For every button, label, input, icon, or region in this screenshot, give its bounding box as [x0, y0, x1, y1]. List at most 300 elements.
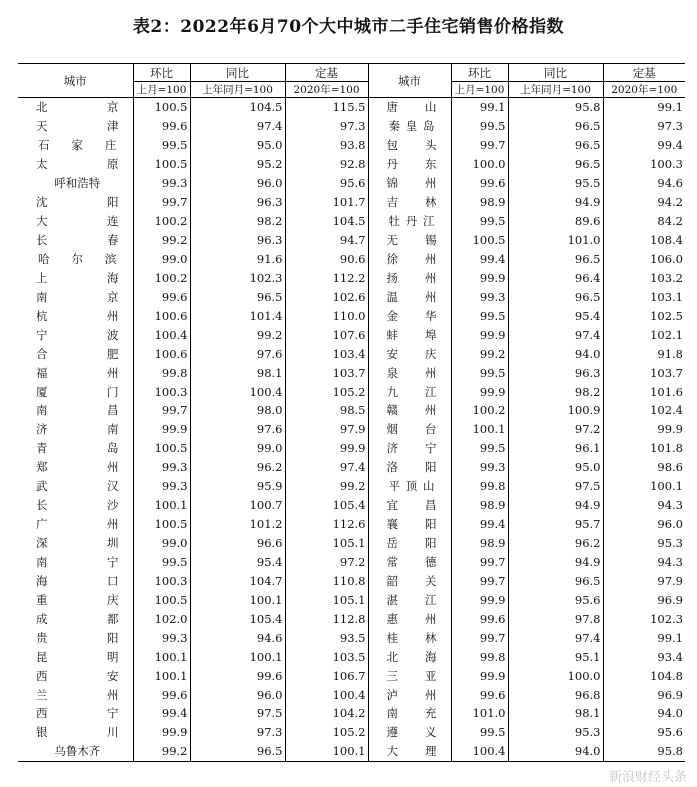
yoy-value: 97.4: [508, 325, 603, 344]
fixed-value: 96.0: [603, 515, 685, 534]
fixed-column-header: 定基: [603, 64, 685, 82]
table-row: [18, 98, 685, 117]
mom-value: 99.8: [133, 363, 190, 382]
city-cell: [368, 117, 451, 136]
city-name: 济 宁: [386, 441, 437, 456]
mom-value: 99.7: [451, 628, 508, 647]
fixed-value: 92.8: [285, 155, 368, 174]
yoy-value: 97.4: [190, 117, 285, 136]
city-name: 南 宁: [36, 554, 119, 569]
city-name: 南 昌: [36, 403, 119, 418]
city-name: 遵 义: [386, 725, 437, 740]
mom-value: 99.6: [133, 287, 190, 306]
fixed-value: 102.1: [603, 325, 685, 344]
yoy-value: 98.2: [508, 382, 603, 401]
table-row: [18, 401, 685, 420]
yoy-value: 94.9: [508, 553, 603, 572]
table-row: [18, 609, 685, 628]
table-row: [18, 117, 685, 136]
yoy-value: 98.1: [190, 363, 285, 382]
fixed-value: 105.2: [285, 723, 368, 742]
city-name: 大 理: [386, 744, 437, 759]
city-name: 徐 州: [386, 251, 437, 266]
mom-value: 99.6: [451, 685, 508, 704]
city-name: 襄 阳: [386, 517, 437, 532]
mom-value: 99.9: [451, 325, 508, 344]
yoy-value: 100.4: [190, 382, 285, 401]
yoy-value: 96.3: [190, 193, 285, 212]
yoy-value: 96.2: [508, 534, 603, 553]
fixed-value: 102.6: [285, 287, 368, 306]
yoy-value: 95.8: [508, 98, 603, 117]
fixed-value: 110.0: [285, 306, 368, 325]
table-row: [18, 287, 685, 306]
city-cell: [368, 439, 451, 458]
mom-value: 100.2: [451, 401, 508, 420]
city-name: 宜 昌: [386, 498, 437, 513]
table-row: [18, 515, 685, 534]
yoy-value: 97.5: [190, 704, 285, 723]
yoy-value: 89.6: [508, 212, 603, 231]
city-cell: [18, 534, 133, 553]
city-cell: [368, 534, 451, 553]
yoy-value: 96.0: [190, 685, 285, 704]
fixed-value: 94.0: [603, 704, 685, 723]
mom-value: 99.9: [133, 420, 190, 439]
mom-value: 99.7: [451, 136, 508, 155]
city-cell: [368, 590, 451, 609]
mom-value: 100.2: [133, 268, 190, 287]
yoy-value: 102.3: [190, 268, 285, 287]
mom-value: 101.0: [451, 704, 508, 723]
yoy-value: 96.0: [190, 174, 285, 193]
city-name: 九 江: [386, 384, 437, 399]
fixed-value: 93.5: [285, 628, 368, 647]
city-name: 合 肥: [36, 346, 119, 361]
table-row: [18, 439, 685, 458]
city-name: 郑 州: [36, 460, 119, 475]
fixed-value: 105.4: [285, 496, 368, 515]
mom-value: 99.5: [451, 363, 508, 382]
yoy-value: 99.0: [190, 439, 285, 458]
fixed-value: 101.6: [603, 382, 685, 401]
fixed-value: 84.2: [603, 212, 685, 231]
city-cell: [368, 250, 451, 269]
fixed-value: 99.1: [603, 98, 685, 117]
mom-column-header: 环比: [451, 64, 508, 82]
city-cell: [18, 325, 133, 344]
mom-value: 99.7: [133, 401, 190, 420]
yoy-value: 95.6: [508, 590, 603, 609]
fixed-value: 98.5: [285, 401, 368, 420]
city-cell: [368, 420, 451, 439]
city-name: 洛 阳: [386, 460, 437, 475]
yoy-value: 96.3: [508, 363, 603, 382]
yoy-value: 91.6: [190, 250, 285, 269]
city-cell: [18, 496, 133, 515]
mom-value: 99.5: [451, 439, 508, 458]
table-row: [18, 268, 685, 287]
table-row: [18, 666, 685, 685]
table-row: [18, 553, 685, 572]
city-name: 青 岛: [36, 441, 119, 456]
yoy-value: 100.9: [508, 401, 603, 420]
mom-value: 99.3: [451, 458, 508, 477]
city-cell: [18, 344, 133, 363]
city-cell: [368, 268, 451, 287]
fixed-value: 99.9: [285, 439, 368, 458]
city-cell: [18, 268, 133, 287]
city-cell: [18, 287, 133, 306]
city-cell: [368, 742, 451, 761]
city-cell: [368, 553, 451, 572]
table-row: [18, 647, 685, 666]
mom-value: 100.5: [133, 515, 190, 534]
city-name: 上 海: [36, 270, 119, 285]
city-name: 济 南: [36, 422, 119, 437]
city-name: 沈 阳: [36, 195, 119, 210]
mom-value: 100.6: [133, 344, 190, 363]
mom-value: 99.9: [451, 268, 508, 287]
fixed-value: 96.9: [603, 590, 685, 609]
table-row: [18, 344, 685, 363]
yoy-value: 97.3: [190, 723, 285, 742]
city-cell: [18, 515, 133, 534]
mom-base-label: 上月=100: [133, 82, 190, 98]
table-row: [18, 155, 685, 174]
yoy-value: 100.0: [508, 666, 603, 685]
mom-value: 99.6: [451, 174, 508, 193]
fixed-value: 97.9: [285, 420, 368, 439]
city-name: 韶 关: [386, 573, 437, 588]
city-cell: [368, 723, 451, 742]
mom-value: 99.3: [133, 628, 190, 647]
city-name: 重 庆: [36, 592, 119, 607]
table-row: [18, 590, 685, 609]
mom-value: 99.8: [451, 647, 508, 666]
fixed-value: 94.6: [603, 174, 685, 193]
yoy-value: 95.2: [190, 155, 285, 174]
city-cell: [18, 212, 133, 231]
city-cell: [18, 250, 133, 269]
fixed-value: 103.7: [603, 363, 685, 382]
yoy-value: 96.5: [508, 136, 603, 155]
city-name: 湛 江: [386, 592, 437, 607]
city-cell: [18, 231, 133, 250]
table-body: [18, 98, 685, 762]
yoy-value: 94.9: [508, 193, 603, 212]
yoy-value: 99.6: [190, 666, 285, 685]
fixed-value: 112.2: [285, 268, 368, 287]
mom-value: 100.4: [133, 325, 190, 344]
fixed-base-label: 2020年=100: [285, 82, 368, 98]
table-row: [18, 685, 685, 704]
city-name: 泸 州: [386, 687, 437, 702]
city-name: 赣 州: [386, 403, 437, 418]
mom-value: 100.0: [451, 155, 508, 174]
mom-value: 99.5: [133, 136, 190, 155]
city-cell: [368, 458, 451, 477]
yoy-value: 97.8: [508, 609, 603, 628]
mom-value: 102.0: [133, 609, 190, 628]
mom-value: 99.7: [133, 193, 190, 212]
fixed-value: 97.3: [285, 117, 368, 136]
table-row: [18, 306, 685, 325]
yoy-value: 94.0: [508, 742, 603, 761]
city-name: 桂 林: [386, 630, 437, 645]
city-cell: [368, 363, 451, 382]
fixed-value: 97.9: [603, 571, 685, 590]
yoy-value: 104.7: [190, 571, 285, 590]
city-name: 北 京: [36, 100, 119, 115]
fixed-value: 97.2: [285, 553, 368, 572]
city-cell: [368, 325, 451, 344]
mom-value: 99.9: [451, 382, 508, 401]
fixed-value: 102.5: [603, 306, 685, 325]
yoy-value: 100.1: [190, 590, 285, 609]
table-row: [18, 363, 685, 382]
yoy-value: 96.5: [508, 571, 603, 590]
city-name: 牡 丹 江: [388, 214, 435, 229]
city-name: 北 海: [386, 649, 437, 664]
fixed-value: 105.2: [285, 382, 368, 401]
yoy-value: 100.1: [190, 647, 285, 666]
yoy-value: 95.9: [190, 477, 285, 496]
city-name: 天 津: [36, 119, 119, 134]
yoy-value: 94.0: [508, 344, 603, 363]
mom-column-header: 环比: [133, 64, 190, 82]
fixed-value: 112.6: [285, 515, 368, 534]
fixed-value: 99.9: [603, 420, 685, 439]
mom-value: 100.1: [451, 420, 508, 439]
yoy-value: 95.4: [508, 306, 603, 325]
table-row: [18, 571, 685, 590]
city-cell: [18, 136, 133, 155]
mom-value: 99.0: [133, 250, 190, 269]
city-cell: [368, 666, 451, 685]
table-row: [18, 231, 685, 250]
mom-value: 99.3: [133, 477, 190, 496]
fixed-value: 106.0: [603, 250, 685, 269]
city-cell: [368, 155, 451, 174]
mom-value: 99.6: [133, 117, 190, 136]
city-cell: [18, 193, 133, 212]
city-name: 岳 阳: [386, 536, 437, 551]
fixed-value: 105.1: [285, 590, 368, 609]
table-row: [18, 534, 685, 553]
table-row: [18, 212, 685, 231]
fixed-value: 100.1: [285, 742, 368, 761]
mom-value: 99.3: [451, 287, 508, 306]
city-cell: [18, 590, 133, 609]
city-name: 丹 东: [386, 157, 437, 172]
mom-value: 100.6: [133, 306, 190, 325]
fixed-value: 95.8: [603, 742, 685, 761]
mom-base-label: 上月=100: [451, 82, 508, 98]
fixed-value: 108.4: [603, 231, 685, 250]
table-row: [18, 420, 685, 439]
fixed-value: 90.6: [285, 250, 368, 269]
yoy-value: 95.5: [508, 174, 603, 193]
yoy-column-header: 同比: [190, 64, 285, 82]
table-row: [18, 723, 685, 742]
fixed-value: 103.1: [603, 287, 685, 306]
mom-value: 100.5: [133, 590, 190, 609]
city-name: 蚌 埠: [386, 327, 437, 342]
yoy-value: 96.6: [190, 534, 285, 553]
mom-value: 99.6: [133, 685, 190, 704]
mom-value: 99.5: [451, 306, 508, 325]
yoy-value: 96.3: [190, 231, 285, 250]
mom-value: 99.0: [133, 534, 190, 553]
table-row: [18, 382, 685, 401]
table-header: [18, 64, 685, 98]
city-cell: [368, 401, 451, 420]
yoy-value: 99.2: [190, 325, 285, 344]
fixed-value: 101.8: [603, 439, 685, 458]
price-index-table: [18, 63, 685, 762]
yoy-value: 97.6: [190, 420, 285, 439]
fixed-value: 99.4: [603, 136, 685, 155]
fixed-value: 107.6: [285, 325, 368, 344]
city-name: 兰 州: [36, 687, 119, 702]
yoy-value: 101.0: [508, 231, 603, 250]
fixed-value: 94.2: [603, 193, 685, 212]
fixed-value: 100.3: [603, 155, 685, 174]
mom-value: 99.9: [133, 723, 190, 742]
fixed-value: 103.5: [285, 647, 368, 666]
fixed-value: 93.4: [603, 647, 685, 666]
city-cell: [18, 571, 133, 590]
fixed-column-header: 定基: [285, 64, 368, 82]
page-title: 表2：2022年6月70个大中城市二手住宅销售价格指数: [132, 17, 565, 37]
city-cell: [368, 231, 451, 250]
mom-value: 99.9: [451, 666, 508, 685]
city-cell: [368, 496, 451, 515]
city-cell: [18, 553, 133, 572]
city-name: 常 德: [386, 554, 437, 569]
yoy-value: 97.4: [508, 628, 603, 647]
fixed-value: 101.7: [285, 193, 368, 212]
mom-value: 99.7: [451, 571, 508, 590]
city-cell: [18, 155, 133, 174]
mom-value: 99.9: [451, 590, 508, 609]
table-row: [18, 477, 685, 496]
mom-value: 99.5: [133, 553, 190, 572]
city-cell: [368, 136, 451, 155]
yoy-value: 96.5: [508, 250, 603, 269]
city-cell: [18, 685, 133, 704]
city-cell: [368, 571, 451, 590]
city-name: 三 亚: [386, 668, 437, 683]
fixed-value: 104.8: [603, 666, 685, 685]
yoy-base-label: 上年同月=100: [508, 82, 603, 98]
city-name: 银 川: [36, 725, 119, 740]
fixed-value: 95.6: [285, 174, 368, 193]
yoy-column-header: 同比: [508, 64, 603, 82]
city-column-header: 城市: [63, 73, 87, 88]
city-name: 吉 林: [386, 195, 437, 210]
mom-value: 100.5: [133, 98, 190, 117]
city-column-header: 城市: [368, 64, 451, 98]
yoy-value: 96.2: [190, 458, 285, 477]
city-cell: [18, 420, 133, 439]
city-cell: [18, 628, 133, 647]
mom-value: 99.4: [133, 704, 190, 723]
yoy-value: 95.0: [190, 136, 285, 155]
city-name: 福 州: [36, 365, 119, 380]
fixed-value: 103.7: [285, 363, 368, 382]
city-cell: [368, 344, 451, 363]
fixed-value: 99.2: [285, 477, 368, 496]
city-name: 太 原: [36, 157, 119, 172]
fixed-value: 105.1: [285, 534, 368, 553]
city-name: 大 连: [36, 214, 119, 229]
yoy-value: 96.4: [508, 268, 603, 287]
mom-value: 99.5: [451, 723, 508, 742]
fixed-value: 95.3: [603, 534, 685, 553]
city-name: 深 圳: [36, 536, 119, 551]
fixed-value: 94.3: [603, 496, 685, 515]
city-cell: [18, 609, 133, 628]
city-name: 南 京: [36, 289, 119, 304]
city-cell: [368, 287, 451, 306]
mom-value: 98.9: [451, 496, 508, 515]
fixed-value: 99.1: [603, 628, 685, 647]
city-cell: [368, 174, 451, 193]
mom-value: 100.4: [451, 742, 508, 761]
yoy-value: 96.8: [508, 685, 603, 704]
table-row: [18, 174, 685, 193]
city-name: 长 春: [36, 233, 119, 248]
mom-value: 100.2: [133, 212, 190, 231]
city-cell: [18, 723, 133, 742]
table-row: [18, 496, 685, 515]
city-cell: [368, 193, 451, 212]
city-cell: [368, 647, 451, 666]
city-cell: [368, 704, 451, 723]
table-row: [18, 628, 685, 647]
city-cell: [368, 609, 451, 628]
yoy-base-label: 上年同月=100: [190, 82, 285, 98]
yoy-value: 97.5: [508, 477, 603, 496]
fixed-base-label: 2020年=100: [603, 82, 685, 98]
yoy-value: 95.4: [190, 553, 285, 572]
mom-value: 99.4: [451, 250, 508, 269]
city-name: 贵 阳: [36, 630, 119, 645]
city-name: 无 锡: [386, 233, 437, 248]
watermark: 新浪财经头条: [608, 770, 687, 785]
yoy-value: 96.5: [508, 287, 603, 306]
city-cell: [18, 306, 133, 325]
city-name: 宁 波: [36, 327, 119, 342]
yoy-value: 96.5: [508, 117, 603, 136]
yoy-value: 96.1: [508, 439, 603, 458]
city-cell: [18, 117, 133, 136]
yoy-value: 95.7: [508, 515, 603, 534]
yoy-value: 95.0: [508, 458, 603, 477]
city-cell: [18, 174, 133, 193]
city-cell: [18, 742, 133, 761]
city-name: 南 充: [386, 706, 437, 721]
yoy-value: 97.6: [190, 344, 285, 363]
mom-value: 99.3: [133, 174, 190, 193]
fixed-value: 100.4: [285, 685, 368, 704]
fixed-value: 98.6: [603, 458, 685, 477]
city-name: 唐 山: [386, 100, 437, 115]
table-row: [18, 136, 685, 155]
yoy-value: 101.4: [190, 306, 285, 325]
